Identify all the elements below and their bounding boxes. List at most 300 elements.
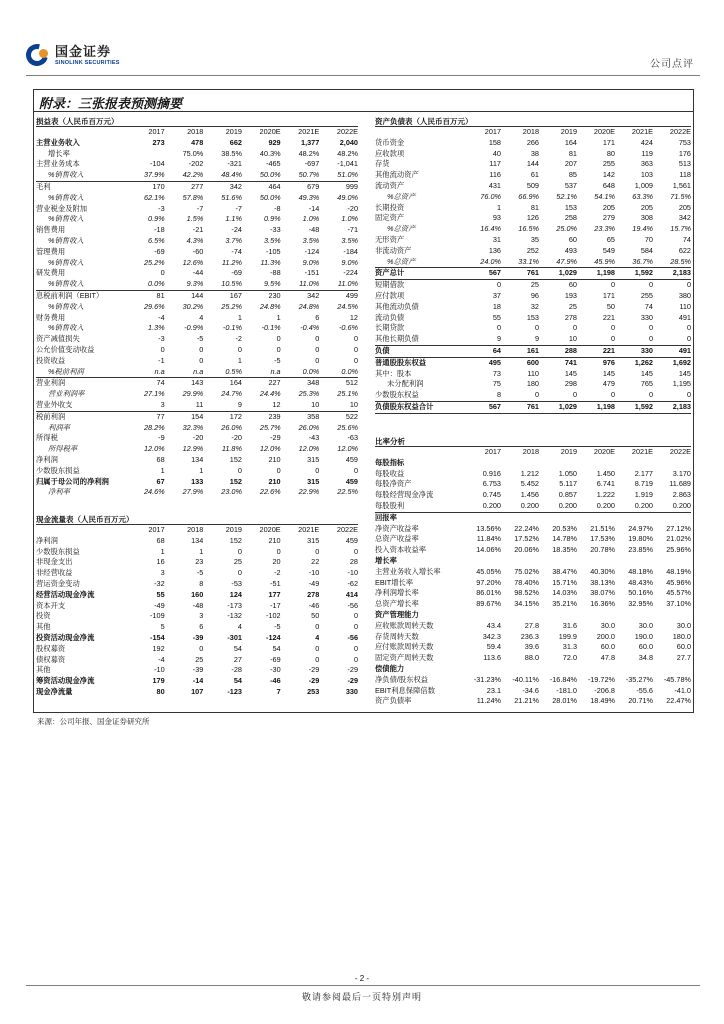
value-cell: 20.78% bbox=[590, 545, 615, 555]
value-cell: 126 bbox=[526, 213, 539, 223]
value-cell: 567 bbox=[463, 401, 501, 413]
table-row bbox=[375, 610, 691, 621]
value-cell: -88 bbox=[270, 268, 281, 278]
table-row bbox=[36, 611, 358, 622]
balance-sheet-table bbox=[375, 127, 691, 414]
value-cell: 158 bbox=[488, 137, 501, 147]
value-cell: 66.9% bbox=[518, 191, 539, 201]
value-cell: 20 bbox=[272, 557, 281, 567]
value-cell: 4 bbox=[315, 632, 320, 642]
value-cell: -28 bbox=[231, 665, 242, 675]
value-cell: 38 bbox=[530, 148, 539, 158]
value-cell: 479 bbox=[602, 379, 615, 389]
value-cell: -45.78% bbox=[663, 674, 691, 684]
value-cell: 342.3 bbox=[482, 631, 501, 641]
value-cell bbox=[653, 458, 691, 469]
value-cell: -48 bbox=[308, 225, 320, 235]
value-cell: 25.2% bbox=[221, 301, 242, 311]
value-cell: -4 bbox=[158, 654, 165, 664]
value-cell: 118 bbox=[679, 170, 691, 180]
value-cell: 2.863 bbox=[672, 490, 691, 500]
table-row bbox=[36, 193, 358, 204]
row-label: 税前利润 bbox=[36, 411, 126, 422]
value-cell: -18 bbox=[154, 225, 165, 235]
value-cell: -62 bbox=[347, 578, 358, 588]
row-label: 净资产收益率 bbox=[375, 523, 419, 533]
value-cell: 40 bbox=[492, 148, 501, 158]
value-cell bbox=[653, 512, 691, 523]
value-cell bbox=[653, 556, 691, 567]
value-cell bbox=[463, 610, 501, 621]
value-cell: 25.1% bbox=[337, 389, 358, 399]
value-cell: 9 bbox=[237, 399, 242, 409]
value-cell: 11.84% bbox=[476, 534, 501, 544]
value-cell: 98.52% bbox=[514, 588, 539, 598]
value-cell: 45.05% bbox=[476, 566, 501, 576]
table-row bbox=[36, 676, 358, 687]
value-cell: 23 bbox=[195, 557, 204, 567]
value-cell: 20.06% bbox=[514, 545, 539, 555]
value-cell: -184 bbox=[343, 246, 358, 256]
value-cell: 54 bbox=[233, 676, 242, 686]
value-cell: 358 bbox=[281, 411, 320, 422]
value-cell: 3.7% bbox=[225, 235, 242, 245]
table-row bbox=[375, 280, 691, 291]
value-cell: 0.916 bbox=[482, 468, 501, 478]
value-cell: 33.1% bbox=[518, 256, 539, 266]
value-cell: 0 bbox=[237, 465, 242, 475]
year-header-cell: 2021E bbox=[298, 127, 320, 136]
value-cell: 1.1% bbox=[225, 214, 242, 224]
logo-name-cn: 国金证券 bbox=[55, 44, 112, 60]
value-cell: 38.47% bbox=[552, 566, 577, 576]
value-cell: 5 bbox=[160, 622, 165, 632]
value-cell: 0 bbox=[315, 344, 320, 354]
value-cell: 11.24% bbox=[476, 696, 501, 706]
header-spacer bbox=[36, 525, 126, 536]
value-cell: -5 bbox=[196, 334, 204, 344]
value-cell: 12.0% bbox=[298, 444, 320, 454]
value-cell: 57.8% bbox=[182, 192, 204, 202]
value-cell: -69 bbox=[231, 268, 242, 278]
value-cell: 27.1% bbox=[143, 389, 165, 399]
row-label: 固定资产 bbox=[375, 213, 405, 223]
value-cell: 0 bbox=[686, 280, 691, 290]
value-cell: 81 bbox=[568, 148, 577, 158]
value-cell: 43.4 bbox=[486, 620, 501, 630]
value-cell: 1,377 bbox=[301, 137, 320, 147]
value-cell: 0 bbox=[315, 622, 320, 632]
year-header-cell: 2020E bbox=[259, 525, 281, 534]
value-cell: -14 bbox=[192, 676, 204, 686]
value-cell: 491 bbox=[653, 345, 691, 357]
table-row bbox=[375, 334, 691, 345]
value-cell: 9.3% bbox=[186, 279, 204, 289]
table-row bbox=[36, 258, 358, 269]
value-cell: 154 bbox=[165, 411, 204, 422]
value-cell: 172 bbox=[203, 411, 242, 422]
value-cell: 38.5% bbox=[221, 148, 242, 158]
value-cell: 10 bbox=[568, 334, 577, 344]
value-cell: 512 bbox=[319, 378, 358, 389]
value-cell: -0.4% bbox=[300, 323, 320, 333]
value-cell: 17.52% bbox=[514, 534, 539, 544]
value-cell: 14.78% bbox=[552, 534, 577, 544]
value-cell: -39 bbox=[192, 632, 204, 642]
table-row bbox=[36, 444, 358, 455]
value-cell: 52.1% bbox=[556, 191, 577, 201]
value-cell: 27.9% bbox=[182, 487, 204, 497]
value-cell: 3.5% bbox=[341, 235, 358, 245]
value-cell: -34.6 bbox=[522, 685, 539, 695]
value-cell: -24 bbox=[231, 225, 242, 235]
row-label: 其他长期负债 bbox=[375, 334, 419, 344]
value-cell: 21.51% bbox=[590, 523, 615, 533]
value-cell: 67 bbox=[156, 476, 165, 486]
value-cell: 6 bbox=[315, 312, 320, 322]
value-cell: -181.0 bbox=[556, 685, 577, 695]
year-header-cell: 2018 bbox=[522, 447, 539, 456]
row-label: 管理费用 bbox=[36, 246, 66, 256]
value-cell: 75.0% bbox=[182, 148, 204, 158]
value-cell: -30 bbox=[270, 665, 281, 675]
table-row bbox=[375, 632, 691, 643]
row-label: 净利率 bbox=[48, 487, 70, 497]
value-cell: 152 bbox=[229, 454, 242, 464]
value-cell: 8.719 bbox=[634, 479, 653, 489]
year-header-cell: 2022E bbox=[669, 127, 691, 136]
value-cell: 60 bbox=[568, 234, 577, 244]
value-cell: 18 bbox=[492, 301, 501, 311]
value-cell: 68 bbox=[156, 454, 165, 464]
value-cell: 50.7% bbox=[298, 170, 320, 180]
value-cell: 12.6% bbox=[182, 257, 204, 267]
value-cell: 74 bbox=[644, 301, 653, 311]
value-cell: 929 bbox=[268, 137, 281, 147]
value-cell: 2.177 bbox=[634, 468, 653, 478]
value-cell: 2,040 bbox=[339, 137, 358, 147]
value-cell: 22.9% bbox=[298, 487, 320, 497]
value-cell: 976 bbox=[577, 357, 615, 368]
value-cell: -69 bbox=[270, 654, 281, 664]
row-label: 负债股东权益合计 bbox=[375, 401, 463, 413]
table-row bbox=[375, 524, 691, 535]
value-cell: 28.2% bbox=[143, 422, 165, 432]
value-cell: 50.16% bbox=[628, 588, 653, 598]
value-cell: 0 bbox=[199, 344, 204, 354]
value-cell: -40.11% bbox=[512, 674, 539, 684]
value-cell: 134 bbox=[191, 454, 204, 464]
header-spacer bbox=[36, 127, 126, 138]
value-cell: 1,262 bbox=[615, 357, 653, 368]
value-cell: -29 bbox=[308, 665, 320, 675]
row-label: 主营业务收入增长率 bbox=[375, 566, 441, 576]
value-cell: 133 bbox=[191, 476, 204, 486]
value-cell: 45.9% bbox=[594, 256, 615, 266]
value-cell: 221 bbox=[577, 345, 615, 357]
row-label: 其他流动资产 bbox=[375, 170, 419, 180]
value-cell: 48.2% bbox=[337, 148, 358, 158]
table-row bbox=[375, 588, 691, 599]
table-row bbox=[375, 291, 691, 302]
table-row bbox=[375, 224, 691, 235]
value-cell: 16 bbox=[156, 557, 165, 567]
value-cell: 22.6% bbox=[259, 487, 281, 497]
value-cell: 49.3% bbox=[298, 192, 320, 202]
value-cell: 205 bbox=[640, 202, 653, 212]
value-cell: -44 bbox=[192, 268, 204, 278]
disclaimer: 敬请参阅最后一页特别声明 bbox=[301, 993, 422, 1003]
value-cell: 0.0% bbox=[302, 366, 320, 376]
row-label: 净利润 bbox=[36, 535, 58, 545]
row-label: 未分配利润 bbox=[387, 379, 424, 389]
value-cell: 221 bbox=[602, 312, 615, 322]
value-cell: 50 bbox=[311, 611, 320, 621]
value-cell: -4 bbox=[158, 312, 165, 322]
row-label: 债权募资 bbox=[36, 654, 66, 664]
value-cell: 80 bbox=[156, 686, 165, 696]
row-label: %总资产 bbox=[387, 191, 416, 201]
row-label: 投资收益 bbox=[36, 355, 66, 365]
value-cell: 3 bbox=[160, 399, 165, 409]
value-cell: 252 bbox=[526, 245, 539, 255]
value-cell: 0 bbox=[315, 465, 320, 475]
value-cell: 1.456 bbox=[520, 490, 539, 500]
value-cell: 210 bbox=[268, 454, 281, 464]
value-cell: 34.8 bbox=[638, 653, 653, 663]
row-label: 少数股东损益 bbox=[36, 465, 80, 475]
value-cell: 0.9% bbox=[148, 214, 165, 224]
value-cell: 0 bbox=[315, 546, 320, 556]
row-label: 长期贷款 bbox=[375, 323, 405, 333]
value-cell bbox=[615, 458, 653, 469]
table-row bbox=[36, 268, 358, 279]
value-cell: 459 bbox=[345, 476, 358, 486]
year-header-cell: 2018 bbox=[522, 127, 539, 136]
value-cell: 171 bbox=[602, 137, 615, 147]
value-cell: 22 bbox=[311, 557, 320, 567]
row-label: 流动资产 bbox=[375, 180, 405, 190]
value-cell bbox=[501, 512, 539, 523]
value-cell: -3 bbox=[158, 334, 165, 344]
value-cell: 0 bbox=[648, 334, 653, 344]
table-row bbox=[375, 501, 691, 512]
value-cell: -3 bbox=[158, 203, 165, 213]
value-cell: 0 bbox=[237, 568, 242, 578]
value-cell: 0 bbox=[276, 546, 281, 556]
value-cell: 330 bbox=[345, 686, 358, 696]
value-cell: 0 bbox=[276, 334, 281, 344]
row-label: 存货 bbox=[375, 159, 390, 169]
value-cell: 49.0% bbox=[337, 192, 358, 202]
value-cell: 152 bbox=[229, 476, 242, 486]
value-cell: 25.3% bbox=[298, 389, 320, 399]
value-cell: -5 bbox=[274, 355, 281, 365]
value-cell: 17.53% bbox=[590, 534, 615, 544]
row-label: 非经营收益 bbox=[36, 568, 73, 578]
value-cell bbox=[539, 610, 577, 621]
header-spacer bbox=[375, 127, 463, 138]
value-cell: 493 bbox=[564, 245, 577, 255]
row-label: 资本开支 bbox=[36, 600, 66, 610]
value-cell: 21.02% bbox=[666, 534, 691, 544]
value-cell: -69 bbox=[154, 246, 165, 256]
value-cell: 315 bbox=[307, 535, 320, 545]
row-label: 营业利润 bbox=[36, 378, 126, 389]
value-cell: 103 bbox=[640, 170, 653, 180]
value-cell: 25 bbox=[530, 280, 539, 290]
value-cell: 25 bbox=[568, 301, 577, 311]
value-cell: 47.8 bbox=[600, 653, 615, 663]
value-cell: 30.2% bbox=[182, 301, 204, 311]
table-row bbox=[375, 599, 691, 610]
table-row bbox=[36, 568, 358, 579]
table-row bbox=[375, 369, 691, 380]
row-label: 其他 bbox=[36, 622, 51, 632]
value-cell: 753 bbox=[678, 137, 691, 147]
value-cell: 77 bbox=[126, 411, 165, 422]
value-cell: 205 bbox=[602, 202, 615, 212]
value-cell: 193 bbox=[564, 290, 577, 300]
value-cell: -0.9% bbox=[184, 323, 204, 333]
value-cell: 679 bbox=[281, 181, 320, 192]
value-cell bbox=[539, 512, 577, 523]
value-cell: 23.3% bbox=[594, 224, 615, 234]
year-header-cell: 2021E bbox=[631, 127, 653, 136]
value-cell bbox=[501, 610, 539, 621]
row-label: 研发费用 bbox=[36, 268, 66, 278]
value-cell: 1 bbox=[199, 465, 204, 475]
value-cell: 65 bbox=[606, 234, 615, 244]
value-cell: 0 bbox=[315, 355, 320, 365]
value-cell: 266 bbox=[526, 137, 539, 147]
value-cell: 0 bbox=[276, 344, 281, 354]
row-label: %销售收入 bbox=[48, 192, 84, 202]
value-cell: 48.4% bbox=[221, 170, 242, 180]
value-cell: 29.9% bbox=[182, 389, 204, 399]
value-cell: -102 bbox=[266, 611, 281, 621]
row-label: 应收账款周转天数 bbox=[375, 620, 434, 630]
table-row bbox=[36, 345, 358, 356]
table-row bbox=[375, 664, 691, 675]
value-cell: 0.200 bbox=[482, 500, 501, 510]
value-cell: 12.0% bbox=[143, 444, 165, 454]
row-label: 营运资金变动 bbox=[36, 578, 80, 588]
logo-name-en: SINOLINK SECURITIES bbox=[55, 59, 120, 66]
value-cell: 2,183 bbox=[653, 268, 691, 280]
value-cell: 1.450 bbox=[596, 468, 615, 478]
value-cell: 0 bbox=[610, 334, 615, 344]
row-label: 营业利润率 bbox=[48, 389, 85, 399]
value-cell: 11.3% bbox=[260, 257, 281, 267]
value-cell: 55 bbox=[492, 312, 501, 322]
value-cell: 6.741 bbox=[596, 479, 615, 489]
value-cell: 24.0% bbox=[480, 256, 501, 266]
value-cell: -8 bbox=[274, 203, 281, 213]
value-cell: 0 bbox=[496, 323, 501, 333]
value-cell: 45.57% bbox=[666, 588, 691, 598]
value-cell: 47.9% bbox=[556, 256, 577, 266]
table-row bbox=[36, 138, 358, 149]
value-cell: 54 bbox=[233, 643, 242, 653]
value-cell: -1 bbox=[158, 355, 165, 365]
table-row bbox=[375, 257, 691, 268]
value-cell: 24.97% bbox=[628, 523, 653, 533]
value-cell: 21.21% bbox=[514, 696, 539, 706]
table-row bbox=[36, 687, 358, 698]
value-cell: 0.200 bbox=[634, 500, 653, 510]
value-cell: 45.96% bbox=[666, 577, 691, 587]
value-cell: 4 bbox=[237, 622, 242, 632]
row-label: 固定资产周转天数 bbox=[375, 653, 434, 663]
table-row bbox=[375, 534, 691, 545]
value-cell: 1 bbox=[237, 355, 242, 365]
value-cell: 167 bbox=[203, 290, 242, 301]
value-cell bbox=[577, 610, 615, 621]
value-cell: 258 bbox=[564, 213, 577, 223]
value-cell: 170 bbox=[126, 181, 165, 192]
row-label: %销售收入 bbox=[48, 279, 84, 289]
value-cell: -10 bbox=[308, 568, 320, 578]
value-cell: -173 bbox=[227, 600, 242, 610]
row-label: 每股股利 bbox=[375, 500, 405, 510]
value-cell: 0.0% bbox=[148, 279, 165, 289]
appendix-title-bar bbox=[34, 90, 693, 112]
row-label: 非流动资产 bbox=[375, 245, 412, 255]
row-label: 应付款项 bbox=[375, 290, 405, 300]
value-cell: 236.3 bbox=[520, 631, 539, 641]
value-cell: 0 bbox=[534, 323, 539, 333]
value-cell: -71 bbox=[347, 225, 358, 235]
value-cell: 18.35% bbox=[552, 545, 577, 555]
value-cell: 9.0% bbox=[341, 257, 358, 267]
value-cell: 0.200 bbox=[596, 500, 615, 510]
value-cell: 22.24% bbox=[514, 523, 539, 533]
row-label: %销售收入 bbox=[48, 323, 84, 333]
value-cell: 144 bbox=[165, 290, 204, 301]
row-label: 其中：股本 bbox=[375, 368, 412, 378]
table-row bbox=[36, 455, 358, 466]
value-cell: -104 bbox=[150, 159, 165, 169]
value-cell: 160 bbox=[191, 589, 204, 599]
value-cell bbox=[539, 458, 577, 469]
year-header-cell: 2018 bbox=[187, 525, 204, 534]
value-cell: 1 bbox=[237, 312, 242, 322]
value-cell: 74 bbox=[126, 378, 165, 389]
value-cell: 89.67% bbox=[476, 599, 501, 609]
value-cell: 190.0 bbox=[634, 631, 653, 641]
value-cell: 153 bbox=[564, 202, 577, 212]
row-label: %销售收入 bbox=[48, 214, 84, 224]
value-cell: 207 bbox=[564, 159, 577, 169]
table-row bbox=[375, 246, 691, 257]
table-row bbox=[36, 601, 358, 612]
table-row bbox=[375, 390, 691, 401]
value-cell: 68 bbox=[156, 535, 165, 545]
value-cell bbox=[615, 556, 653, 567]
table-row bbox=[375, 268, 691, 280]
table-row bbox=[375, 545, 691, 556]
value-cell bbox=[653, 664, 691, 675]
value-cell: 298 bbox=[564, 379, 577, 389]
value-cell: 342 bbox=[203, 181, 242, 192]
value-cell: -49 bbox=[154, 600, 165, 610]
source-note: 来源：公司年报、国金证券研究所 bbox=[37, 717, 150, 726]
value-cell: n.a bbox=[193, 366, 204, 376]
table-row bbox=[375, 578, 691, 589]
value-cell: 37 bbox=[492, 290, 501, 300]
row-label: 归属于母公司的净利润 bbox=[36, 476, 109, 486]
